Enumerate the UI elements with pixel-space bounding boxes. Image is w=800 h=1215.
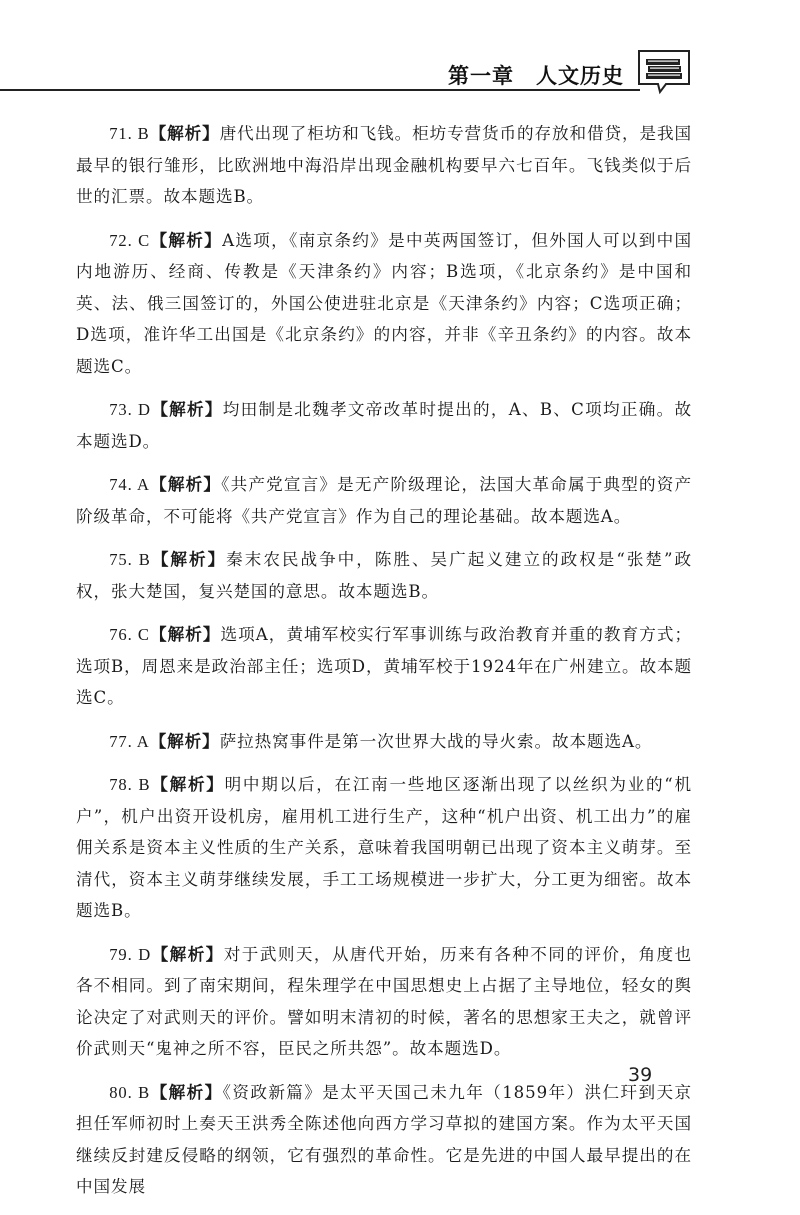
books-icon	[636, 48, 692, 96]
answer-text: A选项，《南京条约》是中英两国签订，但外国人可以到中国内地游历、经商、传教是《天津条约》内容；B选项，《北京条约》是中国和英、法、俄三国签订的，外国公使进驻北京是《天津条约》内容；C选项正确；D选项，准许华工出国是《北京条约》的内容，并非《辛丑条约》的内容。故本题选C。	[76, 230, 692, 376]
analysis-tag: 【解析】	[151, 944, 224, 964]
answer-72	[76, 225, 692, 383]
analysis-tag: 【解析】	[150, 775, 225, 794]
answer-75	[76, 544, 692, 607]
answer-79	[76, 939, 692, 1065]
analysis-tag: 【解析】	[149, 124, 220, 143]
answer-text: 秦末农民战争中，陈胜、吴广起义建立的政权是“张楚”政权，张大楚国，复兴楚国的意思。故本题选B。	[76, 550, 692, 601]
answer-text: 萨拉热窝事件是第一次世界大战的导火索。故本题选A。	[219, 731, 653, 751]
answer-list	[76, 118, 692, 1215]
answer-number: 79. D	[109, 944, 152, 964]
answer-77	[76, 726, 692, 758]
answer-number: 75. B	[109, 550, 151, 569]
answer-78	[76, 769, 692, 927]
answer-text: 唐代出现了柜坊和飞钱。柜坊专营货币的存放和借贷，是我国最早的银行雏形，比欧洲地中海沿岸出现金融机构要早六七百年。飞钱类似于后世的汇票。故本题选B。	[76, 124, 692, 206]
page-header	[0, 0, 800, 100]
analysis-tag: 【解析】	[149, 475, 222, 494]
answer-number: 73. D	[109, 400, 151, 419]
answer-text: 选项A，黄埔军校实行军事训练与政治教育并重的教育方式；选项B，周恩来是政治部主任；选项D，黄埔军校于1924年在广州建立。故本题选C。	[76, 625, 692, 707]
answer-number: 72. C	[109, 230, 151, 250]
analysis-tag: 【解析】	[150, 1082, 223, 1102]
analysis-tag: 【解析】	[149, 731, 220, 751]
answer-76	[76, 619, 692, 714]
analysis-tag: 【解析】	[149, 625, 221, 644]
answer-80	[76, 1077, 692, 1203]
answer-number: 77. A	[109, 731, 150, 751]
analysis-tag: 【解析】	[150, 550, 227, 569]
answer-number: 76. C	[109, 625, 150, 644]
answer-number: 74. A	[109, 475, 150, 494]
answer-text: 对于武则天，从唐代开始，历来有各种不同的评价，角度也各不相同。到了南宋期间，程朱理学在中国思想史上占据了主导地位，轻女的舆论决定了对武则天的评价。譬如明末清初的时候，著名的思想家王夫之，就曾评价武则天“鬼神之所不容，臣民之所共怨”。故本题选D。	[76, 944, 692, 1058]
answer-text: 《资政新篇》是太平天国己未九年（1859年）洪仁玕到天京担任军师初时上奏天王洪秀全陈述他向西方学习草拟的建国方案。作为太平天国继续反封建反侵略的纲领，它有强烈的革命性。它是先进的中国人最早提出的在中国发展	[76, 1082, 692, 1196]
header-rule	[0, 89, 640, 91]
answer-74	[76, 469, 692, 532]
page-number: 39	[628, 1064, 653, 1086]
answer-number: 71. B	[109, 124, 150, 143]
answer-73	[76, 394, 692, 457]
answer-text: 《共产党宣言》是无产阶级理论，法国大革命属于典型的资产阶级革命，不可能将《共产党宣言》作为自己的理论基础。故本题选A。	[76, 475, 692, 526]
answer-71	[76, 118, 692, 213]
chapter-title: 第一章 人文历史	[448, 64, 624, 88]
answer-text: 明中期以后，在江南一些地区逐渐出现了以丝织为业的“机户”，机户出资开设机房，雇用机工进行生产，这种“机户出资、机工出力”的雇佣关系是资本主义性质的生产关系，意味着我国明朝已出现了资本主义萌芽。至清代，资本主义萌芽继续发展，手工工场规模进一步扩大，分工更为细密。故本题选B。	[76, 775, 692, 920]
answer-number: 78. B	[109, 775, 151, 794]
analysis-tag: 【解析】	[150, 400, 223, 419]
answer-text: 均田制是北魏孝文帝改革时提出的，A、B、C项均正确。故本题选D。	[76, 400, 692, 451]
analysis-tag: 【解析】	[150, 230, 223, 250]
answer-number: 80. B	[109, 1082, 151, 1102]
